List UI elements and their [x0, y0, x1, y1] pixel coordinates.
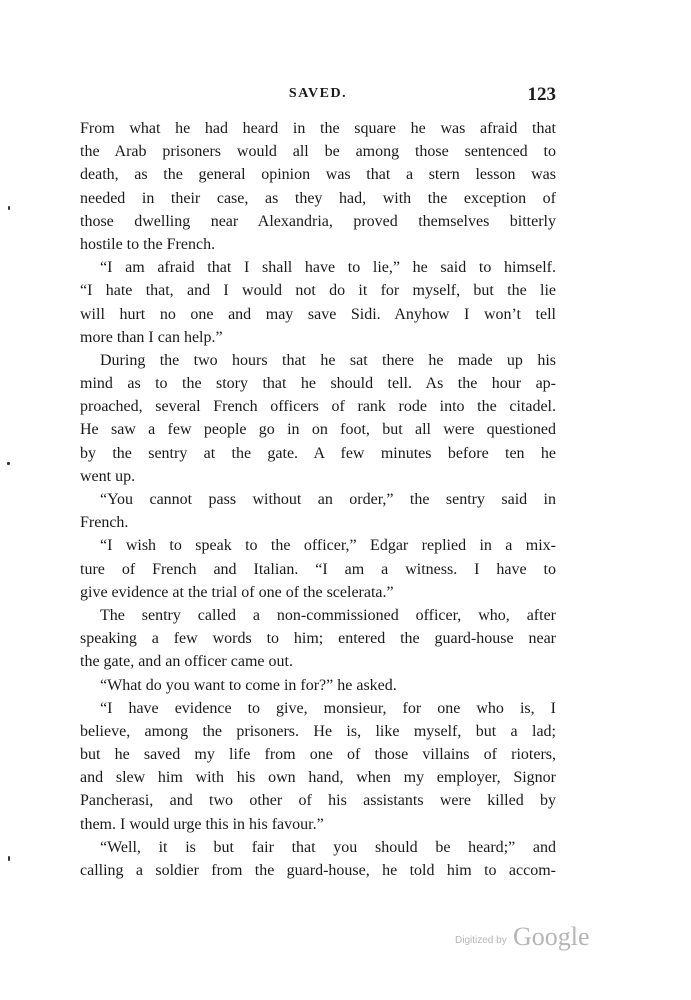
- text-line: by the sentry at the gate. A few minutes before ten he: [80, 444, 556, 462]
- text-line: “I wish to speak to the officer,” Edgar replied in a mix-: [100, 537, 556, 555]
- text-line: the Arab prisoners would all be among those sentenced to: [80, 143, 556, 161]
- text-line: “What do you want to come in for?” he asked.: [100, 676, 397, 694]
- watermark-prefix: Digitized by: [455, 935, 507, 946]
- text-line: “I hate that, and I would not do it for myself, but the lie: [80, 282, 556, 300]
- running-title: SAVED.: [288, 86, 348, 101]
- text-line: He saw a few people go in on foot, but all were questioned: [80, 421, 556, 439]
- body-text: [80, 120, 556, 885]
- text-line: mind as to the story that he should tell. As the hour ap-: [80, 375, 556, 393]
- text-line: hostile to the French.: [80, 235, 216, 253]
- text-line: “I have evidence to give, monsieur, for one who is, I: [100, 699, 556, 717]
- text-line: “Well, it is but fair that you should be heard;” and: [100, 838, 556, 856]
- text-line: went up.: [80, 467, 136, 485]
- text-line: needed in their case, as they had, with the exception of: [80, 189, 556, 207]
- text-line: From what he had heard in the square he was afraid that: [80, 120, 556, 137]
- page-number: 123: [527, 84, 556, 105]
- text-line: During the two hours that he sat there he made up his: [100, 351, 556, 369]
- running-head: [80, 84, 556, 108]
- digitized-watermark: [455, 918, 605, 952]
- text-line: more than I can help.”: [80, 328, 223, 346]
- text-line: “I am afraid that I shall have to lie,” he said to himself.: [100, 259, 556, 277]
- text-line: death, as the general opinion was that a stern lesson was: [80, 166, 556, 184]
- text-line: calling a soldier from the guard-house, he told him to accom-: [80, 862, 556, 879]
- text-line: proached, several French officers of rank rode into the citadel.: [80, 398, 556, 416]
- text-line: ture of French and Italian. “I am a witness. I have to: [80, 560, 556, 578]
- text-line: Pancherasi, and two other of his assistants were killed by: [80, 792, 556, 810]
- text-line: the gate, and an officer came out.: [80, 653, 293, 671]
- text-line: but he saved my life from one of those villains of rioters,: [80, 746, 556, 764]
- text-line: them. I would urge this in his favour.”: [80, 815, 324, 833]
- text-line: those dwelling near Alexandria, proved themselves bitterly: [80, 212, 556, 230]
- text-line: and slew him with his own hand, when my employer, Signor: [80, 769, 556, 787]
- text-line: French.: [80, 514, 129, 532]
- text-line: “You cannot pass without an order,” the sentry said in: [100, 491, 556, 508]
- google-logo: Google: [513, 922, 590, 951]
- scan-speck: [8, 856, 10, 861]
- text-line: will hurt no one and may save Sidi. Anyhow I won’t tell: [80, 305, 556, 323]
- text-line: The sentry called a non-commissioned officer, who, after: [100, 606, 556, 624]
- text-line: believe, among the prisoners. He is, like myself, but a lad;: [80, 722, 556, 740]
- scan-speck: [7, 462, 10, 465]
- text-line: speaking a few words to him; entered the guard-house near: [80, 630, 556, 648]
- scan-speck: [8, 206, 10, 210]
- text-line: give evidence at the trial of one of the scelerata.”: [80, 583, 394, 601]
